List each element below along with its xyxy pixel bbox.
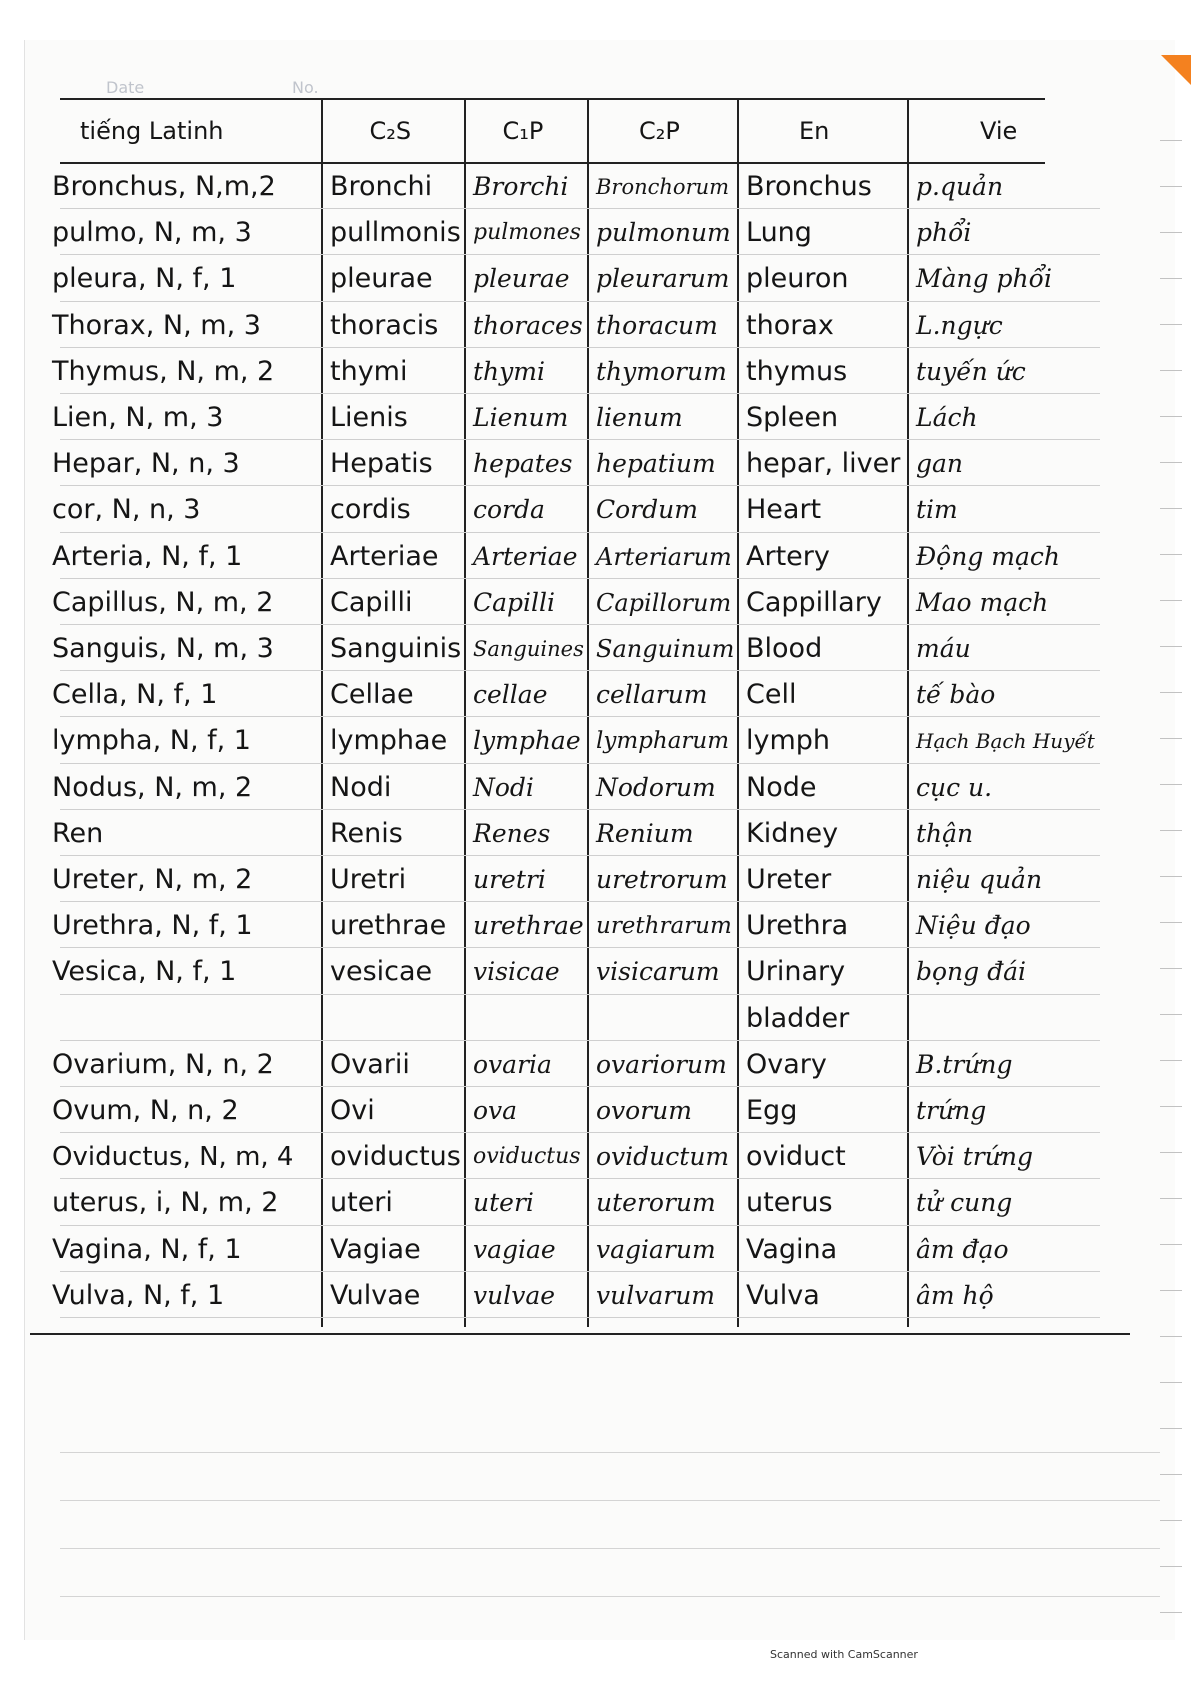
table-cell: Sanguinum [596, 635, 735, 663]
table-cell: Niệu đạo [916, 911, 1031, 941]
margin-dash [1160, 416, 1182, 417]
margin-dash [1160, 600, 1182, 601]
table-cell: Màng phổi [916, 264, 1052, 294]
row-ruled-line [60, 901, 1100, 902]
table-cell: Arteria, N, f, 1 [52, 540, 243, 572]
row-ruled-line [60, 763, 1100, 764]
table-cell: ovariorum [596, 1049, 727, 1079]
table-cell: hepar, liver [746, 448, 901, 480]
table-cell: Ovi [330, 1095, 375, 1126]
table-cell: uterorum [596, 1188, 716, 1218]
table-cell: Ovary [746, 1048, 827, 1080]
ruled-line [60, 1548, 1160, 1549]
vocabulary-table [52, 98, 1160, 1440]
table-cell: âm hộ [916, 1280, 994, 1310]
margin-dash [1160, 1428, 1182, 1429]
row-ruled-line [60, 578, 1100, 579]
table-cell: Sanguinis [330, 633, 462, 664]
margin-dash [1160, 1520, 1182, 1521]
table-cell: Arteriae [473, 541, 578, 571]
table-cell: Hạch Bạch Huyết [916, 729, 1095, 754]
table-cell: Vulva, N, f, 1 [52, 1279, 225, 1311]
table-cell: vagiarum [596, 1234, 716, 1264]
row-ruled-line [60, 1178, 1100, 1179]
table-cell: thoracum [596, 310, 718, 340]
table-cell: Vesica, N, f, 1 [52, 956, 237, 988]
table-cell: Bronchus, N,m,2 [52, 171, 276, 202]
row-ruled-line [60, 254, 1100, 255]
table-cell: Urinary [746, 956, 846, 988]
table-cell: Blood [746, 633, 823, 664]
table-cell: ova [473, 1096, 518, 1125]
table-cell: pleuron [746, 263, 849, 295]
table-cell: máu [916, 634, 971, 663]
table-cell: Cell [746, 679, 797, 711]
margin-dash [1160, 462, 1182, 463]
table-cell: p.quản [916, 172, 1004, 201]
table-cell: phổi [916, 218, 972, 248]
table-cell: cellarum [596, 680, 708, 710]
table-cell: Urethra [746, 910, 849, 942]
row-ruled-line [60, 855, 1100, 856]
table-cell: Vòi trứng [916, 1142, 1033, 1172]
table-cell: Hepatis [330, 448, 433, 480]
table-cell: Ureter, N, m, 2 [52, 864, 253, 895]
table-cell: lymph [746, 725, 831, 757]
table-cell: Brorchi [473, 172, 569, 201]
margin-dash [1160, 692, 1182, 693]
column-divider [464, 98, 466, 1327]
column-divider [737, 98, 739, 1327]
table-cell: cellae [473, 680, 548, 710]
table-cell: lympha, N, f, 1 [52, 725, 251, 757]
table-cell: tử cung [916, 1188, 1013, 1218]
table-cell: tế bào [916, 680, 996, 710]
table-cell: Cappillary [746, 586, 882, 618]
table-cell: urethrarum [596, 913, 732, 940]
table-cell: uteri [473, 1188, 534, 1218]
row-ruled-line [60, 347, 1100, 348]
row-ruled-line [60, 994, 1100, 995]
table-cell: Urethra, N, f, 1 [52, 910, 253, 942]
margin-dash [1160, 1244, 1182, 1245]
table-cell: uretrorum [596, 865, 728, 894]
margin-dash [1160, 278, 1182, 279]
row-ruled-line [60, 716, 1100, 717]
row-ruled-line [60, 1225, 1100, 1226]
table-cell: ovorum [596, 1096, 692, 1125]
margin-dash [1160, 922, 1182, 923]
table-cell: Nodi [473, 772, 534, 802]
margin-dash [1160, 370, 1182, 371]
table-cell: lympharum [596, 728, 730, 755]
table-cell: Oviductus, N, m, 4 [52, 1142, 294, 1173]
table-cell: lymphae [473, 726, 581, 756]
margin-dash [1160, 830, 1182, 831]
table-cell: Nodorum [596, 772, 716, 802]
ruled-line [60, 1500, 1160, 1501]
table-cell: tim [916, 495, 958, 525]
table-cell: uterus [746, 1187, 833, 1219]
table-cell: pulmonum [596, 218, 731, 248]
margin-dash [1160, 1152, 1182, 1153]
margin-dash [1160, 140, 1182, 141]
table-cell: Thorax, N, m, 3 [52, 309, 261, 341]
table-cell: visicae [473, 957, 560, 987]
table-cell: pulmo, N, m, 3 [52, 217, 252, 249]
table-cell: Vagiae [330, 1233, 421, 1265]
table-cell: Arteriarum [596, 542, 732, 571]
table-cell: cor, N, n, 3 [52, 494, 201, 526]
table-cell: thoracis [330, 309, 439, 341]
table-cell: pleura, N, f, 1 [52, 263, 237, 295]
table-cell: Vulva [746, 1279, 820, 1311]
table-cell: Mao mạch [916, 587, 1049, 617]
table-cell: Capilli [473, 587, 556, 617]
table-cell: cục u. [916, 772, 993, 802]
row-ruled-line [60, 1271, 1100, 1272]
row-ruled-line [60, 301, 1100, 302]
table-cell: Vagina [746, 1233, 838, 1265]
table-cell: niệu quản [916, 865, 1043, 894]
table-top-border [60, 98, 1045, 100]
margin-dash [1160, 968, 1182, 969]
row-ruled-line [60, 624, 1100, 625]
table-cell: thorax [746, 309, 834, 341]
table-cell: pleurae [330, 263, 433, 295]
margin-dash [1160, 324, 1182, 325]
table-cell: thoraces [473, 310, 583, 340]
table-cell: âm đạo [916, 1234, 1009, 1264]
margin-dash [1160, 554, 1182, 555]
table-cell: uretri [473, 865, 546, 894]
table-cell: visicarum [596, 957, 720, 987]
table-cell: pleurae [473, 264, 570, 294]
table-cell: lymphae [330, 725, 448, 757]
table-cell: Capilli [330, 586, 413, 618]
column-header: Vie [980, 117, 1018, 145]
ruled-line [60, 1596, 1160, 1597]
row-ruled-line [60, 485, 1100, 486]
table-cell: Sanguines [473, 637, 584, 661]
table-cell: L.ngực [916, 310, 1003, 340]
margin-dash [1160, 1474, 1182, 1475]
table-cell: Node [746, 771, 817, 803]
table-cell: Heart [746, 494, 822, 526]
table-cell: vulvarum [596, 1280, 716, 1310]
margin-dash [1160, 1014, 1182, 1015]
margin-dash [1160, 1336, 1182, 1337]
table-cell: Lách [916, 403, 978, 432]
table-cell: lienum [596, 403, 683, 432]
row-ruled-line [60, 532, 1100, 533]
table-cell: vulvae [473, 1280, 556, 1310]
row-ruled-line [60, 439, 1100, 440]
row-ruled-line [60, 947, 1100, 948]
table-cell: uteri [330, 1187, 393, 1219]
row-ruled-line [60, 809, 1100, 810]
table-cell: Sanguis, N, m, 3 [52, 633, 274, 664]
table-cell: Arteriae [330, 540, 439, 572]
table-cell: Hepar, N, n, 3 [52, 448, 240, 480]
table-cell: Ovum, N, n, 2 [52, 1095, 239, 1126]
table-cell: Ovarii [330, 1048, 410, 1080]
header-bottom-border [60, 162, 1045, 164]
number-label: No. [292, 78, 319, 97]
table-cell: Capillus, N, m, 2 [52, 586, 274, 618]
margin-dash [1160, 1290, 1182, 1291]
table-cell: Lienis [330, 402, 408, 433]
table-cell: B.trứng [916, 1049, 1013, 1079]
table-cell: Lung [746, 217, 812, 249]
table-cell: thymi [473, 356, 545, 386]
margin-dash [1160, 1198, 1182, 1199]
row-ruled-line [60, 670, 1100, 671]
column-header: C₂S [369, 117, 412, 145]
table-cell: oviductus [473, 1144, 581, 1170]
table-cell: bọng đái [916, 957, 1027, 987]
table-cell: oviduct [746, 1141, 846, 1173]
table-cell: Bronchus [746, 171, 872, 202]
table-cell: Vagina, N, f, 1 [52, 1233, 242, 1265]
table-cell: Renis [330, 817, 403, 849]
column-header: C₁P [502, 117, 544, 145]
table-cell: thymus [746, 355, 848, 387]
table-cell: hepatium [596, 449, 716, 479]
margin-dash [1160, 232, 1182, 233]
table-cell: Nodi [330, 771, 392, 803]
table-cell: pulmones [473, 220, 581, 246]
table-cell: Kidney [746, 817, 839, 849]
table-cell: Nodus, N, m, 2 [52, 771, 253, 803]
table-cell: Thymus, N, m, 2 [52, 355, 275, 387]
table-cell: bladder [746, 1002, 850, 1034]
margin-dash [1160, 738, 1182, 739]
table-cell: Cordum [596, 495, 698, 525]
table-cell: urethrae [473, 911, 584, 941]
table-cell: tuyến ức [916, 356, 1026, 386]
table-cell: Ren [52, 817, 104, 849]
table-cell: oviductus [330, 1141, 461, 1173]
table-cell: Renes [473, 818, 551, 848]
table-cell: Renium [596, 818, 694, 848]
table-cell: pleurarum [596, 264, 730, 294]
column-header: C₂P [639, 117, 680, 145]
table-cell: Spleen [746, 402, 839, 433]
margin-dash [1160, 784, 1182, 785]
margin-dash [1160, 876, 1182, 877]
table-cell: uterus, i, N, m, 2 [52, 1187, 279, 1219]
table-cell: Lien, N, m, 3 [52, 402, 224, 433]
table-cell: thymorum [596, 356, 727, 386]
table-cell: Capillorum [596, 588, 732, 617]
table-cell: Uretri [330, 864, 407, 895]
table-cell: Động mạch [916, 541, 1060, 571]
table-cell: trứng [916, 1096, 987, 1125]
row-ruled-line [60, 1040, 1100, 1041]
row-ruled-line [60, 1317, 1100, 1318]
table-cell: Vulvae [330, 1279, 421, 1311]
table-cell: oviductum [596, 1142, 730, 1172]
column-divider [321, 98, 323, 1327]
margin-dash [1160, 1382, 1182, 1383]
row-ruled-line [60, 1132, 1100, 1133]
table-bottom-border [30, 1333, 1130, 1335]
table-cell: hepates [473, 449, 573, 479]
margin-dash [1160, 1612, 1182, 1613]
table-cell: ovaria [473, 1049, 552, 1079]
table-cell: thận [916, 818, 974, 848]
row-ruled-line [60, 1086, 1100, 1087]
table-cell: Ureter [746, 864, 832, 895]
table-cell: vesicae [330, 956, 433, 988]
margin-dash [1160, 1106, 1182, 1107]
margin-dash [1160, 1566, 1182, 1567]
date-label: Date [106, 78, 145, 97]
ruled-line [60, 1452, 1160, 1453]
table-cell: Bronchi [330, 171, 433, 202]
table-cell: Cellae [330, 679, 414, 711]
margin-dash [1160, 1060, 1182, 1061]
margin-dash [1160, 186, 1182, 187]
margin-dash [1160, 508, 1182, 509]
table-cell: Egg [746, 1095, 798, 1126]
table-cell: thymi [330, 355, 408, 387]
column-header: tiếng Latinh [80, 117, 224, 145]
column-divider [587, 98, 589, 1327]
table-cell: vagiae [473, 1234, 556, 1264]
table-cell: Cella, N, f, 1 [52, 679, 218, 711]
column-header: En [799, 117, 830, 145]
row-ruled-line [60, 208, 1100, 209]
table-cell: Bronchorum [596, 175, 730, 199]
table-cell: corda [473, 495, 545, 525]
table-cell: Artery [746, 540, 830, 572]
table-cell: Ovarium, N, n, 2 [52, 1048, 274, 1080]
table-cell: Lienum [473, 403, 569, 432]
table-cell: urethrae [330, 910, 447, 942]
table-cell: pullmonis [330, 217, 461, 249]
table-cell: gan [916, 449, 964, 479]
table-cell: cordis [330, 494, 411, 526]
margin-dash [1160, 646, 1182, 647]
row-ruled-line [60, 393, 1100, 394]
scanner-stamp: Scanned with CamScanner [770, 1648, 918, 1661]
column-divider [907, 98, 909, 1327]
